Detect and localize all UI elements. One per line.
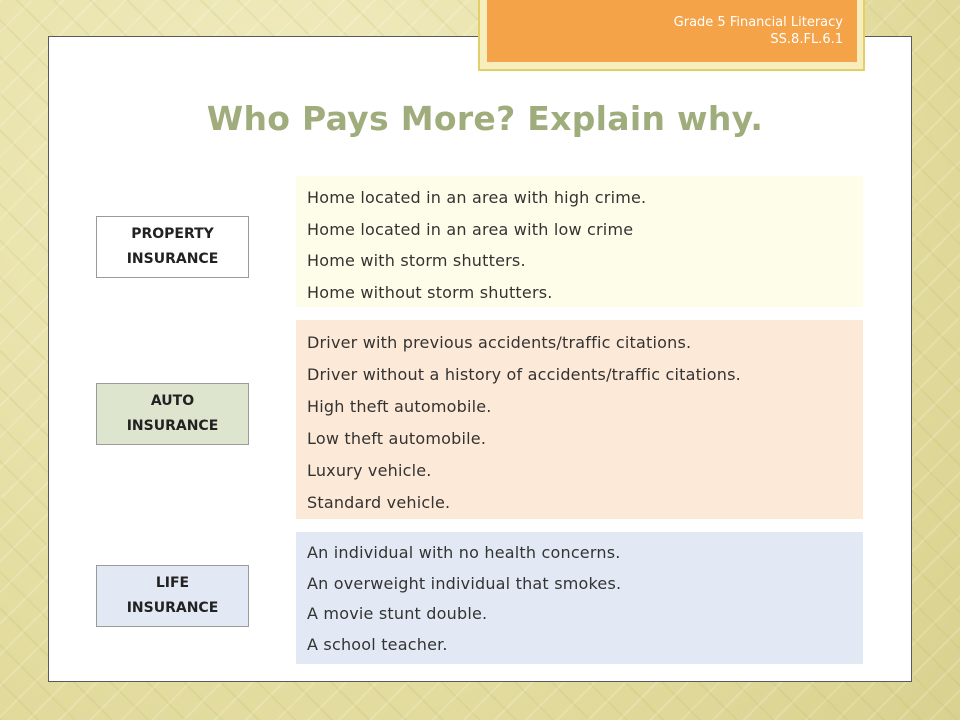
auto-insurance-list [307,327,863,519]
list-item: Driver without a history of accidents/traffic citations. [307,365,741,384]
property-insurance-list [307,182,863,308]
list-item: Low theft automobile. [307,429,487,448]
slide-title: Who Pays More? Explain why. [206,99,764,138]
life-insurance-list [307,538,863,660]
list-item: A movie stunt double. [307,604,488,623]
list-item: Home located in an area with low crime [307,219,634,239]
life-insurance-label: LIFE INSURANCE [96,565,249,627]
list-item: An individual with no health concerns. [307,543,621,562]
auto-insurance-panel [296,320,863,519]
auto-insurance-label: AUTO INSURANCE [96,383,249,445]
life-insurance-panel [296,532,863,664]
list-item: Home without storm shutters. [307,282,553,302]
list-item: High theft automobile. [307,397,492,416]
property-insurance-panel [296,176,863,307]
list-item: Home with storm shutters. [307,251,526,270]
list-item: An overweight individual that smokes. [307,573,622,593]
course-tag [487,0,857,62]
course-standard: SS.8.FL.6.1 [770,32,843,47]
list-item: Driver with previous accidents/traffic citations. [307,333,692,352]
list-item: Luxury vehicle. [307,461,432,480]
list-item: Home located in an area with high crime. [307,188,647,207]
list-item: A school teacher. [307,634,448,654]
course-name: Grade 5 Financial Literacy [673,15,843,30]
property-insurance-label: PROPERTY INSURANCE [96,216,249,278]
list-item: Standard vehicle. [307,493,451,512]
